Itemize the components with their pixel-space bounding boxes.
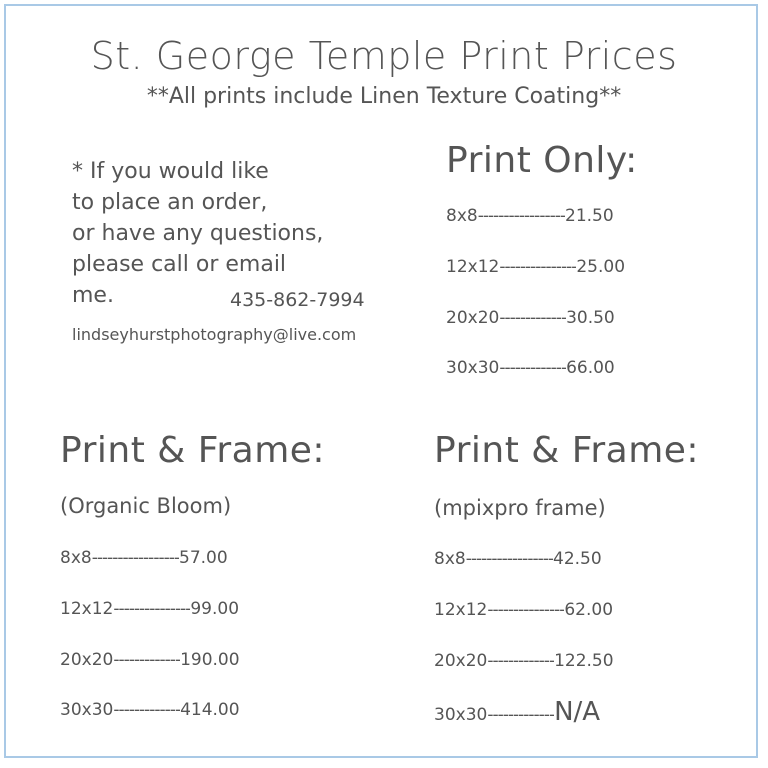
leader-dashes: --------------- (113, 599, 191, 619)
page-subtitle: **All prints include Linen Texture Coating** (146, 84, 622, 109)
size-label: 20x20 (60, 650, 114, 670)
price-row (434, 600, 613, 620)
frame-mpix-heading: Print & Frame: (434, 430, 700, 471)
size-label: 20x20 (446, 308, 500, 328)
price-row (434, 651, 614, 671)
price-row (446, 308, 615, 328)
contact-phone: 435-862-7994 (230, 289, 365, 311)
size-label: 12x12 (60, 599, 114, 619)
size-label: 30x30 (446, 358, 500, 378)
frame-mpix-subheading: (mpixpro frame) (434, 496, 606, 520)
leader-dashes: ----------------- (91, 548, 179, 568)
price-row (446, 257, 625, 277)
price-row (60, 599, 239, 619)
leader-dashes: ------------- (487, 651, 555, 671)
price-value: 21.50 (565, 206, 614, 226)
contact-line: to place an order, (72, 190, 268, 215)
leader-dashes: ------------- (499, 308, 567, 328)
leader-dashes: --------------- (499, 257, 577, 277)
price-value: 57.00 (179, 548, 228, 568)
leader-dashes: ----------------- (465, 549, 553, 569)
price-row (446, 358, 615, 378)
price-row (60, 548, 228, 568)
page-border (4, 4, 758, 758)
size-label: 8x8 (446, 206, 478, 226)
leader-dashes: ----------------- (477, 206, 565, 226)
contact-line: or have any questions, (72, 221, 324, 246)
price-value: 25.00 (576, 257, 626, 277)
price-value: 122.50 (554, 651, 614, 671)
size-label: 8x8 (60, 548, 92, 568)
price-value: 190.00 (180, 650, 240, 670)
size-label: 30x30 (60, 700, 114, 720)
price-value: 62.00 (564, 600, 614, 620)
leader-dashes: ------------- (113, 700, 181, 720)
price-value: 414.00 (180, 700, 240, 720)
page-title: St. George Temple Print Prices (90, 34, 678, 78)
leader-dashes: ------------- (487, 705, 555, 725)
size-label: 12x12 (434, 600, 488, 620)
leader-dashes: ------------- (499, 358, 567, 378)
frame-organic-heading: Print & Frame: (60, 430, 326, 471)
price-value: 30.50 (566, 308, 615, 328)
contact-line: please call or email (72, 252, 287, 277)
price-row (434, 549, 602, 569)
price-value: 99.00 (190, 599, 240, 619)
size-label: 12x12 (446, 257, 500, 277)
print-only-heading: Print Only: (446, 140, 638, 181)
price-value: 66.00 (566, 358, 615, 378)
price-row (446, 206, 614, 226)
price-row (60, 700, 240, 720)
contact-line: * If you would like (72, 159, 269, 184)
size-label: 8x8 (434, 549, 466, 569)
contact-note (72, 156, 323, 311)
frame-organic-subheading: (Organic Bloom) (60, 494, 232, 518)
contact-line: me. (72, 283, 114, 308)
price-row (434, 697, 600, 727)
price-value: 42.50 (553, 549, 602, 569)
contact-email: lindseyhurstphotography@live.com (72, 325, 357, 344)
price-row (60, 650, 240, 670)
price-value: N/A (554, 697, 601, 727)
size-label: 20x20 (434, 651, 488, 671)
size-label: 30x30 (434, 705, 488, 725)
leader-dashes: ------------- (113, 650, 181, 670)
leader-dashes: --------------- (487, 600, 565, 620)
